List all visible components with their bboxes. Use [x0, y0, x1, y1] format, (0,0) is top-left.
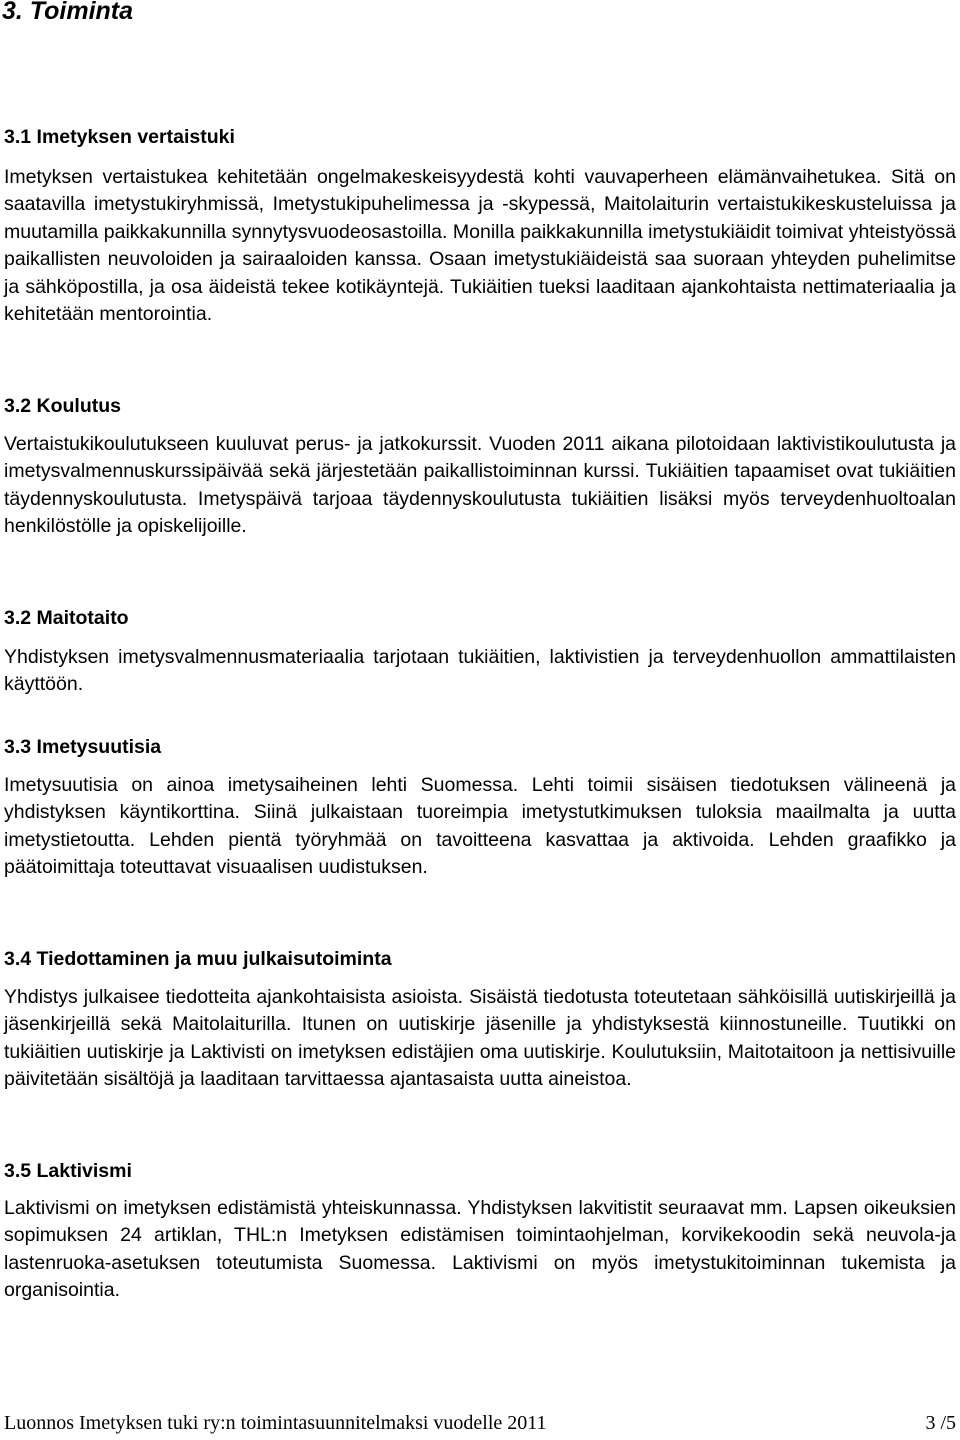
section-body-maitotaito: Yhdistyksen imetysvalmennusmateriaalia tarjotaan tukiäitien, laktivistien ja terveydenhuollon ammattilaisten käyttöön. — [4, 646, 956, 696]
page-footer — [4, 1411, 956, 1435]
chapter-title: 3. Toiminta — [2, 0, 134, 25]
section-title-imetysuutisia: 3.3 Imetysuutisia — [4, 736, 162, 758]
section-body-tiedottaminen: Yhdistys julkaisee tiedotteita ajankohtaisista asioista. Sisäistä tiedotusta toteutetaan sähköisillä uutiskirjeillä ja jäsenkirjeillä sekä Maitolaiturilla. Itunen on uutiskirje jäsenille ja yhdistyksestä kiinnostuneille. Tuutikki on tukiäitien uutiskirje ja Laktivisti on imetyksen edistäjien oma uutiskirje. Koulutuksiin, Maitotaitoon ja nettisivuille päivitetään sisältöjä ja laaditaan tarvittaessa ajantasaista uutta aineistoa. — [4, 986, 956, 1091]
section-title-koulutus: 3.2 Koulutus — [4, 395, 122, 417]
footer-document-title: Luonnos Imetyksen tuki ry:n toimintasuunnitelmaksi vuodelle 2011 — [4, 1412, 547, 1434]
section-title-tiedottaminen: 3.4 Tiedottaminen ja muu julkaisutoiminta — [4, 948, 392, 970]
section-title-laktivismi: 3.5 Laktivismi — [4, 1160, 132, 1182]
section-body-koulutus: Vertaistukikoulutukseen kuuluvat perus- ja jatkokurssit. Vuoden 2011 aikana pilotoidaan laktivistikoulutusta ja imetysvalmennuskurssipäivää sekä järjestetään paikallistoiminnan kurssi. Tukiäitien tapaamiset ovat tukiäitien täydennyskoulutusta. Imetyspäivä tarjoaa täydennyskoulutusta tukiäitien lisäksi myös terveydenhuoltoalan henkilöstölle ja opiskelijoille. — [4, 433, 956, 538]
section-title-maitotaito: 3.2 Maitotaito — [4, 607, 129, 629]
section-title-vertaistuki: 3.1 Imetyksen vertaistuki — [4, 126, 235, 148]
section-body-laktivismi: Laktivismi on imetyksen edistämistä yhteiskunnassa. Yhdistyksen lakvitistit seuraavat mm. Lapsen oikeuksien sopimuksen 24 artiklan, THL:n Imetyksen edistämisen toimintaohjelman, korvikekoodin sekä neuvola-ja lastenruoka-asetuksen toteutumista Suomessa. Laktivismi on myös imetystukitoiminnan tukemista ja organisointia. — [4, 1197, 956, 1302]
section-body-imetysuutisia: Imetysuutisia on ainoa imetysaiheinen lehti Suomessa. Lehti toimii sisäisen tiedotuksen välineenä ja yhdistyksen käyntikorttina. Siinä julkaistaan tuoreimpia imetystutkimuksen tuloksia maailmalta ja uutta imetystietoutta. Lehden pientä työryhmää on tavoitteena kasvattaa ja aktivoida. Lehden graafikko ja päätoimittaja toteuttavat visuaalisen uudistuksen. — [4, 774, 956, 879]
footer-page-number: 3 /5 — [925, 1412, 956, 1434]
section-body-vertaistuki: Imetyksen vertaistukea kehitetään ongelmakeskeisyydestä kohti vauvaperheen elämänvaihetukea. Sitä on saatavilla imetystukiryhmissä, Imetystukipuhelimessa ja -skypessä, Maitolaiturin vertaistukikeskusteluissa ja muutamilla paikkakunnilla synnytysvuodeosastoilla. Monilla paikkakunnilla imetystukiäidit toimivat yhteistyössä paikallisten neuvoloiden ja sairaaloiden kanssa. Osaan imetystukiäideistä saa suoraan yhteyden puhelimitse ja sähköpostilla, ja osa äideistä tekee kotikäyntejä. Tukiäitien tueksi laaditaan ajankohtaista nettimateriaalia ja kehitetään mentorointia. — [4, 166, 956, 326]
